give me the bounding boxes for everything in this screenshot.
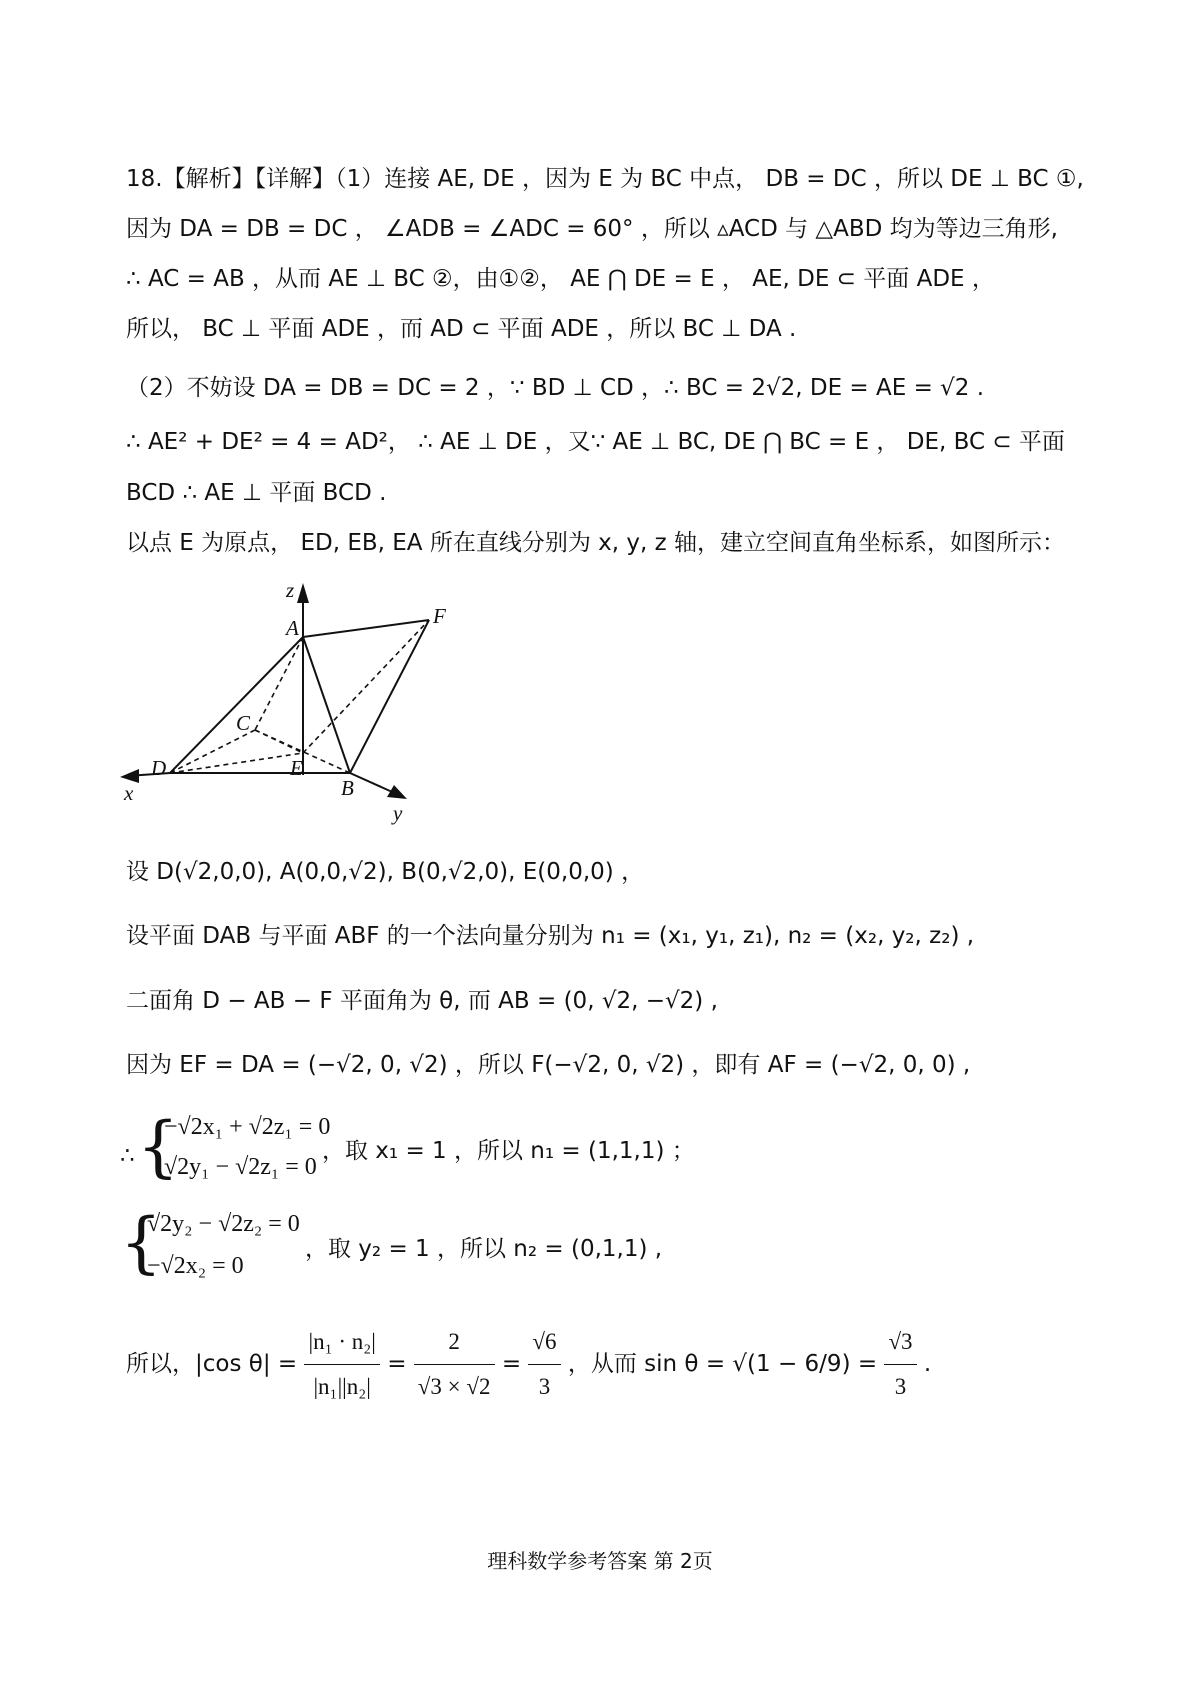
final-frac-4: $\frac{√3}{3}$ xyxy=(884,1322,916,1407)
system-1-eq1: −√2x₁ + √2z₁ = 0 xyxy=(164,1114,331,1140)
system-2-eq2: −√2x₂ = 0 xyxy=(147,1253,244,1279)
label-A: A xyxy=(286,616,299,640)
axis-z-arrowhead xyxy=(297,583,309,603)
coordinate-diagram xyxy=(115,575,515,835)
line-9: 设 D(√2,0,0), A(0,0,√2), B(0,√2,0), E(0,0,0) ， xyxy=(126,859,645,885)
label-z: z xyxy=(286,578,295,602)
system-1-brace: { xyxy=(137,1108,179,1185)
final-prefix: 所以，|cos θ| = xyxy=(126,1351,298,1377)
edge-CD xyxy=(170,730,255,773)
final-line: 所以，|cos θ| = $\frac{\text{|n₁ · n₂|}}{\text{|n₁||n₂|}}$ = $\frac{2}{√3 \times √2}$ = $\frac{√6}{3}$ ，从而 sin θ = √(1 − 6/9) = $\frac{√3}{3}$ . xyxy=(126,1322,931,1407)
edge-AB xyxy=(303,637,350,773)
edge-AF xyxy=(303,620,429,637)
edge-CE xyxy=(255,730,303,753)
label-D: D xyxy=(151,756,167,780)
system-1-eq2: √2y₁ − √2z₁ = 0 xyxy=(164,1154,317,1180)
line-4: 所以， BC ⊥ 平面 ADE ，而 AD ⊂ 平面 ADE ，所以 BC ⊥ DA . xyxy=(126,316,797,342)
label-y: y xyxy=(393,801,403,825)
final-frac-2: $\frac{2}{√3 \times √2}$ xyxy=(414,1322,495,1407)
label-B: B xyxy=(341,776,354,800)
page-footer: 理科数学参考答案 第 2页 xyxy=(487,1549,713,1573)
label-E: E xyxy=(290,756,303,780)
system-2-eq1: √2y₂ − √2z₂ = 0 xyxy=(147,1211,300,1237)
final-mid: ，从而 sin θ = √(1 − 6/9) = xyxy=(567,1351,878,1377)
label-C: C xyxy=(236,711,251,735)
line-11: 二面角 D − AB − F 平面角为 θ, 而 AB = (0, √2, −√2) , xyxy=(126,988,718,1014)
therefore-sign: ∴ xyxy=(120,1143,135,1169)
line-12: 因为 EF = DA = (−√2, 0, √2) ，所以 F(−√2, 0, √2) ，即有 AF = (−√2, 0, 0) , xyxy=(126,1052,971,1078)
line-7: BCD ∴ AE ⊥ 平面 BCD . xyxy=(126,480,387,506)
final-frac-1: $\frac{\text{|n₁ · n₂|}}{\text{|n₁||n₂|}}$ xyxy=(304,1322,379,1407)
system-1-conclusion: ，取 x₁ = 1 ，所以 n₁ = (1,1,1) ； xyxy=(322,1138,695,1164)
line-6: ∴ AE² + DE² = 4 = AD²， ∴ AE ⊥ DE ，又∵ AE ⊥ BC, DE ⋂ BC = E ， DE, BC ⊂ 平面 xyxy=(126,429,1065,455)
final-frac-3: $\frac{√6}{3}$ xyxy=(528,1322,560,1407)
line-5: （2）不妨设 DA = DB = DC = 2 ，∵ BD ⊥ CD ，∴ BC = 2√2, DE = AE = √2 . xyxy=(126,375,985,401)
line-10: 设平面 DAB 与平面 ABF 的一个法向量分别为 n₁ = (x₁, y₁, z₁), n₂ = (x₂, y₂, z₂) , xyxy=(126,923,975,949)
system-2-conclusion: ，取 y₂ = 1 ，所以 n₂ = (0,1,1) , xyxy=(305,1236,663,1262)
system-2-brace: { xyxy=(120,1204,162,1281)
edge-AD xyxy=(170,637,303,773)
line-3: ∴ AC = AB ，从而 AE ⊥ BC ②，由①②， AE ⋂ DE = E ， AE, DE ⊂ 平面 ADE ， xyxy=(126,266,995,292)
line-1: 18.【解析】【详解】（1）连接 AE, DE ，因为 E 为 BC 中点， DB = DC ，所以 DE ⊥ BC ①, xyxy=(126,166,1084,192)
line-2: 因为 DA = DB = DC ， ∠ADB = ∠ADC = 60° ，所以 ▵ACD 与 △ABD 均为等边三角形, xyxy=(126,216,1058,242)
line-8: 以点 E 为原点， ED, EB, EA 所在直线分别为 x, y, z 轴，建立空间直角坐标系，如图所示： xyxy=(126,530,1066,556)
label-x: x xyxy=(124,781,134,805)
axis-y-arrowhead xyxy=(387,785,407,799)
edge-AC xyxy=(255,637,303,730)
edge-EF xyxy=(303,620,429,753)
edge-BF xyxy=(350,620,429,773)
label-F: F xyxy=(433,604,446,628)
